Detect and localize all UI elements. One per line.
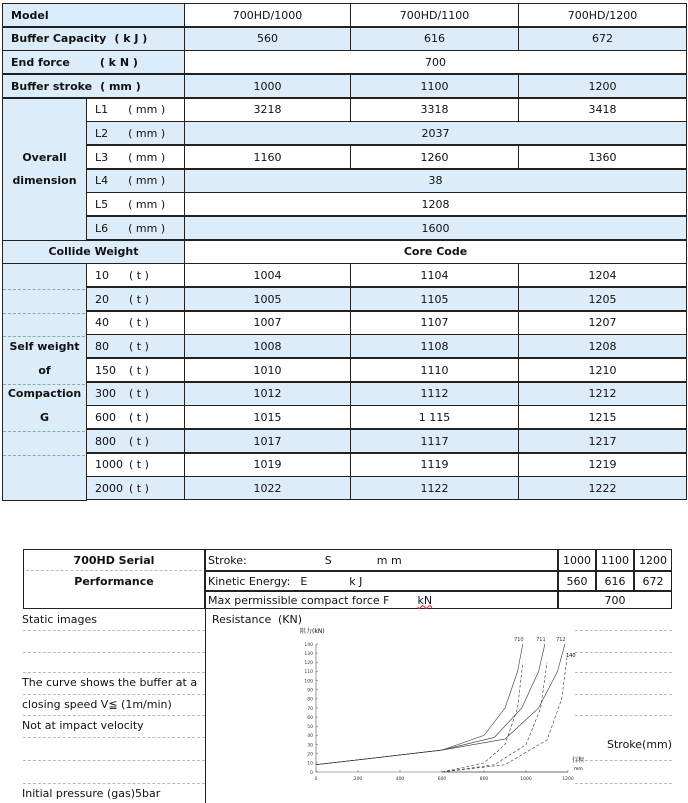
overall-label-line-1: Overall <box>22 151 67 165</box>
buffer-stroke-text: Buffer stroke <box>11 79 93 93</box>
dashed-divider <box>3 313 85 314</box>
core-code-1000-1: 1019 <box>184 453 351 477</box>
description-line-2: closing speed V≦ (1m/min) <box>22 698 172 711</box>
weight-unit: ( t ) <box>129 481 149 495</box>
end-force-label <box>2 50 185 74</box>
chart-series-710 <box>316 644 523 765</box>
core-code-150-1: 1010 <box>184 358 351 382</box>
weight-value: 800 <box>95 434 116 448</box>
core-code-10-2: 1104 <box>350 263 519 287</box>
kinetic-symbol: E <box>300 574 308 588</box>
dimension-l3-value-3: 1360 <box>518 145 687 169</box>
weight-40-label <box>86 311 185 335</box>
chart-y-tick-label: 50 <box>307 725 313 731</box>
core-code-800-1: 1017 <box>184 429 351 453</box>
self-weight-label <box>2 263 87 501</box>
dimension-unit: ( mm ) <box>128 197 166 211</box>
dash-line <box>23 760 205 761</box>
buffer-stroke-value-2: 1100 <box>350 74 519 98</box>
core-code-2000-3: 1222 <box>518 476 687 500</box>
core-code-10-1: 1004 <box>184 263 351 287</box>
chart-y-tick-label: 140 <box>304 642 313 648</box>
dimension-name: L6 <box>95 221 109 235</box>
chart-y-tick-label: 70 <box>307 706 313 712</box>
dimension-l1-value-3: 3418 <box>518 98 687 122</box>
buffer-stroke-label <box>2 74 185 98</box>
weight-20-label <box>86 287 185 311</box>
core-code-2000-1: 1022 <box>184 476 351 500</box>
chart-x-tick-label: 0 <box>314 777 318 782</box>
dashed-divider <box>3 336 85 337</box>
weight-value: 300 <box>95 387 116 401</box>
pressure-note: Initial pressure (gas)5bar <box>22 787 161 800</box>
stroke-label: Stroke: <box>208 553 247 567</box>
dimension-l2-label <box>86 121 185 145</box>
weight-value: 2000 <box>95 481 123 495</box>
core-code-2000-2: 1122 <box>350 476 519 500</box>
core-code-300-2: 1112 <box>350 382 519 406</box>
core-code-1000-3: 1219 <box>518 453 687 477</box>
overall-dimension-label <box>2 98 87 241</box>
stroke-axis-label: Stroke(mm) <box>607 738 673 751</box>
description-line-1: The curve shows the buffer at a <box>22 676 198 689</box>
kinetic-value-2: 616 <box>596 571 634 591</box>
dashed-divider <box>3 455 85 456</box>
dash-line <box>23 694 205 695</box>
dimension-name: L5 <box>95 197 109 211</box>
core-code-300-3: 1212 <box>518 382 687 406</box>
chart-x-tick-label: 200 <box>353 777 363 782</box>
chart-y-tick-label: 0 <box>310 770 313 776</box>
end-force-value: 700 <box>184 50 687 74</box>
dimension-l4-label <box>86 169 185 193</box>
core-code-80-1: 1008 <box>184 334 351 358</box>
buffer-capacity-text: Buffer Capacity <box>11 32 107 46</box>
serial-title: 700HD Serial <box>23 549 205 571</box>
end-force-unit: ( k N ) <box>99 55 138 69</box>
self-weight-line-3: Compaction <box>7 387 82 401</box>
chart-y-tick-label: 100 <box>304 679 313 685</box>
dimension-unit: ( mm ) <box>128 150 166 164</box>
stroke-value-1: 1000 <box>558 549 596 571</box>
weight-150-label <box>86 358 185 382</box>
dash-line <box>23 715 205 716</box>
chart-series-curve-3 <box>442 662 523 772</box>
core-code-40-2: 1107 <box>350 311 519 335</box>
model-col-2: 700HD/1100 <box>350 3 519 27</box>
model-col-3: 700HD/1200 <box>518 3 687 27</box>
chart-x-tick-label: 1000 <box>520 777 532 782</box>
chart-series-711 <box>316 644 545 765</box>
dimension-unit: ( mm ) <box>128 221 166 235</box>
stroke-value-3: 1200 <box>634 549 672 571</box>
dimension-unit: ( mm ) <box>128 174 166 188</box>
chart-x-tick-label: 1200 <box>562 777 574 782</box>
chart-x-tick-label: 800 <box>479 777 489 782</box>
weight-unit: ( t ) <box>129 363 149 377</box>
chart-x-tick-label: 400 <box>395 777 405 782</box>
weight-10-label <box>86 263 185 287</box>
core-code-40-1: 1007 <box>184 311 351 335</box>
chart-y-tick-label: 20 <box>307 752 313 758</box>
dimension-l4-value: 38 <box>184 169 687 193</box>
weight-unit: ( t ) <box>129 339 149 353</box>
kinetic-value-1: 560 <box>558 571 596 591</box>
chart-y-tick-label: 80 <box>307 697 313 703</box>
dimension-unit: ( mm ) <box>128 126 166 140</box>
weight-300-label <box>86 382 185 406</box>
max-force-label: Max permissible compact force F <box>208 593 390 607</box>
stroke-value-2: 1100 <box>596 549 634 571</box>
buffer-stroke-unit: ( mm ) <box>100 79 141 93</box>
chart-series-712 <box>316 644 565 765</box>
dashed-divider <box>3 384 85 385</box>
overall-label-line-2: dimension <box>12 174 77 188</box>
kinetic-cell <box>205 571 558 591</box>
weight-unit: ( t ) <box>129 410 149 424</box>
static-images-label: Static images <box>22 613 97 626</box>
core-code-600-1: 1015 <box>184 405 351 429</box>
dimension-l6-label <box>86 216 185 240</box>
chart-series-label: 710 <box>514 637 524 643</box>
model-col-1: 700HD/1000 <box>184 3 351 27</box>
dimension-l1-value-2: 3318 <box>350 98 519 122</box>
dimension-l5-label <box>86 192 185 216</box>
core-code-label: Core Code <box>184 240 687 264</box>
dash-line <box>23 783 205 784</box>
performance-title: Performance <box>23 571 205 591</box>
weight-value: 1000 <box>95 458 123 472</box>
buffer-capacity-value-3: 672 <box>518 27 687 51</box>
dimension-l6-value: 1600 <box>184 216 687 240</box>
buffer-capacity-value-2: 616 <box>350 27 519 51</box>
weight-600-label <box>86 405 185 429</box>
chart-series-curve-5 <box>442 658 567 772</box>
resistance-label: Resistance <box>212 613 272 626</box>
chart-series-label: 711 <box>536 637 546 643</box>
kinetic-value-3: 672 <box>634 571 672 591</box>
chart-y-tick-label: 110 <box>304 670 313 676</box>
self-weight-line-4: G <box>39 410 50 424</box>
collide-weight-label: Collide Weight <box>2 240 185 264</box>
weight-80-label <box>86 334 185 358</box>
core-code-1000-2: 1119 <box>350 453 519 477</box>
dash-line <box>23 630 205 631</box>
chart-series-label: 712 <box>556 637 566 643</box>
weight-unit: ( t ) <box>129 387 149 401</box>
kinetic-unit: k J <box>349 574 363 588</box>
chart-y-tick-label: 120 <box>304 661 313 667</box>
weight-2000-label <box>86 476 185 500</box>
dimension-l1-label <box>86 98 185 122</box>
dimension-l5-value: 1208 <box>184 192 687 216</box>
weight-unit: ( t ) <box>129 268 149 282</box>
dimension-name: L4 <box>95 174 109 188</box>
weight-value: 10 <box>95 268 109 282</box>
weight-800-label <box>86 429 185 453</box>
self-weight-line-1: Self weight <box>9 340 80 354</box>
dimension-unit: ( mm ) <box>128 103 166 117</box>
stroke-symbol: S <box>324 553 332 567</box>
dimension-l3-value-2: 1260 <box>350 145 519 169</box>
chart-y-tick-label: 10 <box>307 761 313 767</box>
serial-blank-cell <box>23 591 205 609</box>
core-code-20-1: 1005 <box>184 287 351 311</box>
buffer-stroke-value-1: 1000 <box>184 74 351 98</box>
self-weight-line-2: of <box>38 363 51 377</box>
weight-unit: ( t ) <box>129 434 149 448</box>
description-line-3: Not at impact velocity <box>22 719 144 732</box>
core-code-20-3: 1205 <box>518 287 687 311</box>
kinetic-label: Kinetic Energy: <box>208 574 291 588</box>
core-code-150-3: 1210 <box>518 358 687 382</box>
dimension-name: L2 <box>95 126 109 140</box>
dimension-l3-value-1: 1160 <box>184 145 351 169</box>
weight-value: 20 <box>95 292 109 306</box>
lower-divider <box>205 609 206 803</box>
core-code-800-3: 1217 <box>518 429 687 453</box>
weight-value: 600 <box>95 410 116 424</box>
chart-extra-label: 140 <box>566 653 576 659</box>
dimension-name: L1 <box>95 103 109 117</box>
resistance-unit: (KN) <box>278 613 303 626</box>
dash-line <box>23 672 205 673</box>
stroke-unit: m m <box>376 553 402 567</box>
core-code-40-3: 1207 <box>518 311 687 335</box>
weight-value: 150 <box>95 363 116 377</box>
serial-divider <box>26 570 202 571</box>
core-code-80-3: 1208 <box>518 334 687 358</box>
max-force-value: 700 <box>558 591 672 609</box>
chart-ylabel: 阻力(kN) <box>300 628 325 635</box>
max-force-cell <box>205 591 558 609</box>
chart-x-tick-label: 600 <box>437 777 447 782</box>
core-code-10-3: 1204 <box>518 263 687 287</box>
core-code-20-2: 1105 <box>350 287 519 311</box>
model-label: Model <box>2 3 185 27</box>
dash-line <box>23 652 205 653</box>
chart-y-tick-label: 30 <box>307 743 313 749</box>
dimension-l3-label <box>86 145 185 169</box>
chart-xlabel-unit: mm <box>574 767 583 772</box>
buffer-capacity-value-1: 560 <box>184 27 351 51</box>
dimension-l1-value-1: 3218 <box>184 98 351 122</box>
stroke-cell <box>205 549 558 571</box>
buffer-capacity-unit: ( k J ) <box>114 32 148 46</box>
weight-value: 80 <box>95 339 109 353</box>
weight-1000-label <box>86 453 185 477</box>
core-code-800-2: 1117 <box>350 429 519 453</box>
core-code-600-3: 1215 <box>518 405 687 429</box>
chart-y-tick-label: 60 <box>307 715 313 721</box>
core-code-600-2: 1 115 <box>350 405 519 429</box>
weight-value: 40 <box>95 316 109 330</box>
dimension-l2-value: 2037 <box>184 121 687 145</box>
weight-unit: ( t ) <box>129 316 149 330</box>
buffer-stroke-value-3: 1200 <box>518 74 687 98</box>
weight-unit: ( t ) <box>129 292 149 306</box>
dash-line <box>23 737 205 738</box>
chart-y-tick-label: 90 <box>307 688 313 694</box>
max-force-unit: kN <box>417 593 433 607</box>
chart-series-curve-4 <box>442 662 547 772</box>
core-code-300-1: 1012 <box>184 382 351 406</box>
chart-y-tick-label: 130 <box>304 651 313 657</box>
chart-xlabel: 行程 <box>572 757 585 764</box>
dashed-divider <box>3 431 85 432</box>
dimension-name: L3 <box>95 150 109 164</box>
weight-unit: ( t ) <box>129 458 149 472</box>
end-force-text: End force <box>11 55 70 69</box>
buffer-capacity-label <box>2 27 185 51</box>
resistance-stroke-chart <box>290 624 590 794</box>
dashed-divider <box>3 289 85 290</box>
core-code-80-2: 1108 <box>350 334 519 358</box>
core-code-150-2: 1110 <box>350 358 519 382</box>
chart-y-tick-label: 40 <box>307 734 313 740</box>
